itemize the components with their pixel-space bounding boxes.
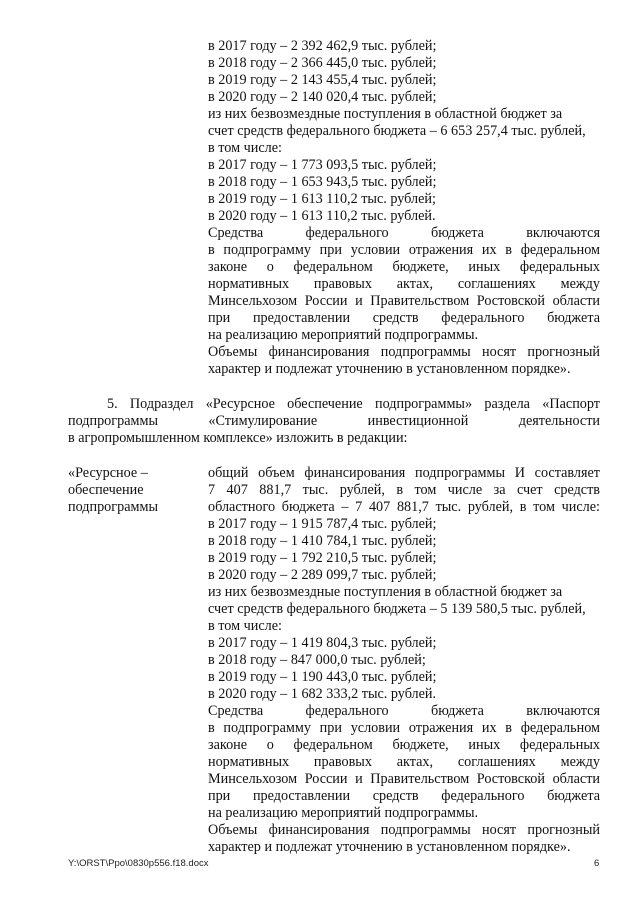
text-line: счет средств федерального бюджета – 6 653 257,4 тыс. рублей, [208, 123, 586, 139]
text-line: в 2020 году – 2 140 020,4 тыс. рублей; [208, 89, 437, 105]
text-line: в том числе: [208, 140, 282, 156]
page-number: 6 [594, 858, 600, 869]
text-line: на реализацию мероприятий подпрограммы. [208, 805, 479, 821]
text-line: в 2019 году – 1 792 210,5 тыс. рублей; [208, 550, 437, 566]
text-line: счет средств федерального бюджета – 5 139 580,5 тыс. рублей, [208, 601, 586, 617]
text-line: в 2018 году – 1 653 943,5 тыс. рублей; [208, 174, 437, 190]
text-line: в 2019 году – 2 143 455,4 тыс. рублей; [208, 72, 437, 88]
text-line: общий объем финансирования подпрограммы И составляет [208, 465, 600, 481]
text-line: Минсельхозом России и Правительством Ростовской области [208, 771, 600, 787]
text-line: в 2017 году – 2 392 462,9 тыс. рублей; [208, 38, 437, 54]
text-line: в 2018 году – 847 000,0 тыс. рублей; [208, 652, 426, 668]
text-line: Средства федерального бюджета включаются [208, 703, 600, 719]
text-line: при предоставлении средств федерального бюджета [208, 788, 600, 804]
text-line: областного бюджета – 7 407 881,7 тыс. рублей, в том числе: [208, 499, 600, 515]
text-line: 5. Подраздел «Ресурсное обеспечение подпрограммы» раздела «Паспорт [107, 396, 600, 412]
label-line: подпрограммы [68, 499, 158, 515]
text-line: Объемы финансирования подпрограммы носят прогнозный [208, 822, 600, 838]
text-line: характер и подлежат уточнению в установленном порядке». [208, 361, 571, 377]
text-line: в 2017 году – 1 419 804,3 тыс. рублей; [208, 635, 437, 651]
text-line: характер и подлежат уточнению в установленном порядке». [208, 839, 571, 855]
text-line: законе о федеральном бюджете, иных федеральных [208, 259, 600, 275]
text-line: в 2020 году – 1 682 333,2 тыс. рублей. [208, 686, 437, 702]
text-line: в 2020 году – 2 289 099,7 тыс. рублей; [208, 567, 437, 583]
text-line: из них безвозмездные поступления в областной бюджет за [208, 584, 563, 600]
label-line: обеспечение [68, 482, 144, 498]
text-line: в 2017 году – 1 915 787,4 тыс. рублей; [208, 516, 437, 532]
text-line: законе о федеральном бюджете, иных федеральных [208, 737, 600, 753]
text-line: нормативных правовых актах, соглашениях между [208, 754, 600, 770]
label-line: «Ресурсное – [68, 465, 148, 481]
text-line: в том числе: [208, 618, 282, 634]
text-line: в 2020 году – 1 613 110,2 тыс. рублей. [208, 208, 436, 224]
footer-file-path: Y:\ORST\Ppo\0830p556.f18.docx [68, 858, 209, 869]
text-line: Средства федерального бюджета включаются [208, 225, 600, 241]
text-line: в 2017 году – 1 773 093,5 тыс. рублей; [208, 157, 437, 173]
text-line: в агропромышленном комплексе» изложить в редакции: [68, 430, 408, 446]
text-line: на реализацию мероприятий подпрограммы. [208, 327, 479, 343]
text-line: нормативных правовых актах, соглашениях между [208, 276, 600, 292]
text-line: при предоставлении средств федерального бюджета [208, 310, 600, 326]
text-line: в подпрограмму при условии отражения их в федеральном [208, 720, 600, 736]
text-line: Объемы финансирования подпрограммы носят прогнозный [208, 344, 600, 360]
text-line: подпрограммы «Стимулирование инвестиционной деятельности [68, 413, 600, 429]
text-line: в 2019 году – 1 613 110,2 тыс. рублей; [208, 191, 436, 207]
text-line: в 2018 году – 1 410 784,1 тыс. рублей; [208, 533, 437, 549]
text-line: в подпрограмму при условии отражения их в федеральном [208, 242, 600, 258]
text-line: в 2019 году – 1 190 443,0 тыс. рублей; [208, 669, 437, 685]
text-line: в 2018 году – 2 366 445,0 тыс. рублей; [208, 55, 437, 71]
text-line: из них безвозмездные поступления в областной бюджет за [208, 106, 563, 122]
text-line: Минсельхозом России и Правительством Ростовской области [208, 293, 600, 309]
text-line: 7 407 881,7 тыс. рублей, в том числе за счет средств [208, 482, 600, 498]
